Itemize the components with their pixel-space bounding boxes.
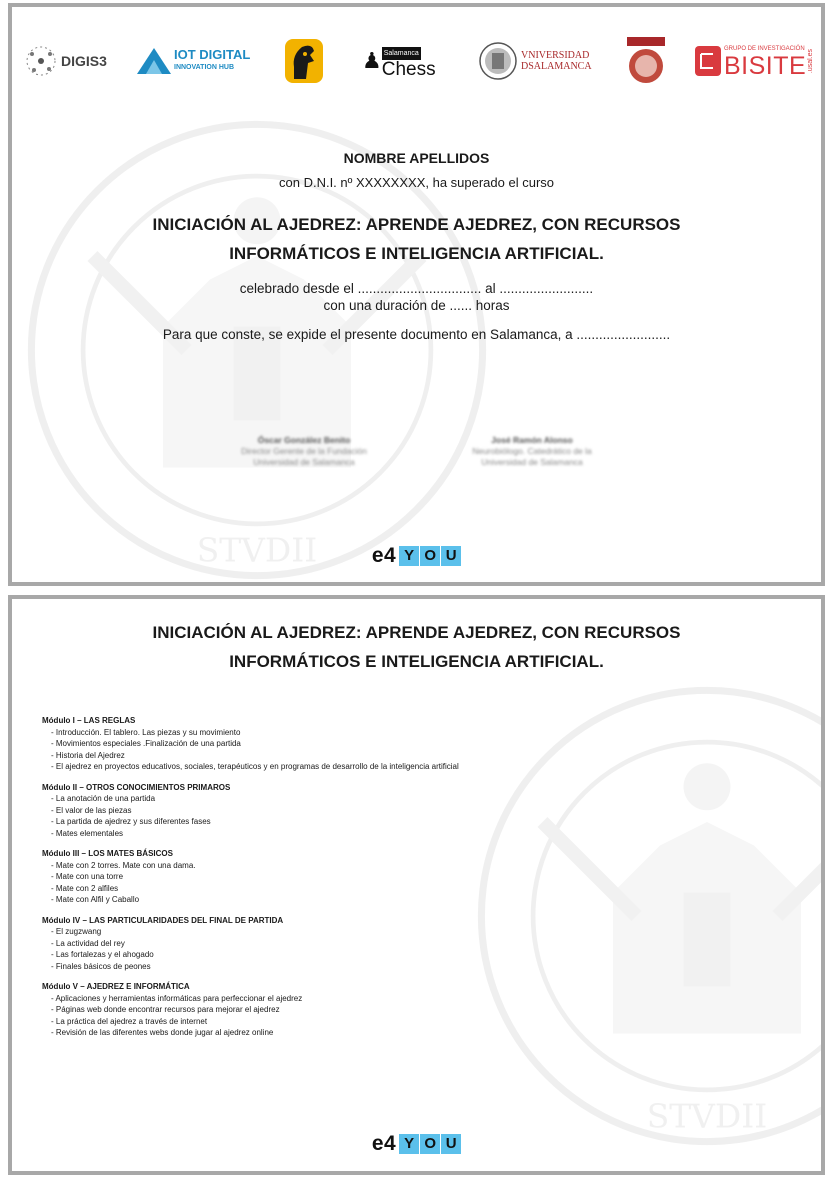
sponsor-logos [12,37,821,85]
list-item: - La partida de ajedrez y sus diferentes fases [51,817,211,826]
recipient-name: NOMBRE APELLIDOS [343,150,490,166]
you-y: Y [399,1134,419,1154]
bisite-mark-icon [695,46,721,76]
e4-text: e4 [371,544,397,567]
list-item: - Aplicaciones y herramientas informáticas para perfeccionar el ajedrez [51,993,303,1003]
module-5 [42,981,512,1039]
signature-1 [204,435,404,468]
iot-digital-logo [137,37,250,85]
usal-shield-icon [479,42,517,80]
list-item: - Mate con 2 torres. Mate con una dama. [51,860,196,870]
list-item: - Páginas web donde encontrar recursos para mejorar el ajedrez [51,1005,280,1014]
program-page [8,595,825,1175]
module-4-title: Módulo IV – LAS PARTICULARIDADES DEL FINAL DE PARTIDA [42,915,284,925]
fundacion-logo [626,37,666,85]
list-item: - Introducción. El tablero. Las piezas y su movimiento [51,727,241,737]
module-3 [42,848,512,906]
list-item: - Historia del Ajedrez [51,750,125,760]
signature-2 [432,435,632,468]
list-item: - El ajedrez en proyectos educativos, sociales, terapéuticos y en programas de desarrollo de la inteligencia artificial [51,762,459,771]
certificate-page [8,3,825,586]
bisite-main-text: BISITE [724,52,807,80]
module-list [42,715,512,1048]
duration-line: con una duración de ...... horas [323,298,510,313]
list-item: - Movimientos especiales .Finalización de una partida [51,739,241,748]
signature-2-name: José Ramón Alonso [491,435,573,445]
list-item: - La anotación de una partida [51,794,156,803]
dates-line: celebrado desde el ................................. al ......................... [239,281,594,296]
chess-knight-logo [284,37,324,85]
fundacion-seal-icon [626,37,666,85]
list-item: - Mate con 2 alfiles [51,883,119,893]
you-y: Y [399,546,419,566]
salamanca-chess-logo [362,37,436,85]
expedite-line: Para que conste, se expide el presente documento en Salamanca, a ......................... [162,327,671,342]
iot-triangle-icon [137,48,171,74]
signature-1-role-2: Universidad de Salamanca [253,457,355,467]
usal-line-1: VNIVERSIDAD [521,50,590,61]
e4you-logo [12,544,821,568]
svg-text:STVDII: STVDII [646,1096,768,1136]
bisite-side-text: .usal.es [807,48,815,74]
e4you-logo [12,1132,821,1156]
e4-text: e4 [371,1132,397,1155]
signature-2-role-1: Neurobiólogo. Catedrático de la [472,446,592,456]
list-item: - La práctica del ajedrez a través de internet [51,1016,208,1026]
usal-logo [479,37,592,85]
course-title-line-2: INFORMÁTICOS E INTELIGENCIA ARTIFICIAL. [229,244,604,263]
you-o: O [420,546,440,566]
digis3-logo [24,37,107,85]
list-item: - Mates elementales [51,828,124,838]
module-3-title: Módulo III – LOS MATES BÁSICOS [42,849,173,858]
module-2 [42,782,512,840]
you-o: O [420,1134,440,1154]
signature-2-role-2: Universidad de Salamanca [481,457,583,467]
program-title-line-2: INFORMÁTICOS E INTELIGENCIA ARTIFICIAL. [229,652,604,671]
you-u: U [441,546,461,566]
list-item: - Mate con una torre [51,872,124,881]
list-item: - La actividad del rey [51,938,125,948]
iot-main-text: IOT DIGITAL [174,47,251,62]
network-icon [24,44,58,78]
you-boxes [398,1134,461,1154]
bisite-top-text: GRUPO DE INVESTIGACIÓN [724,46,805,52]
course-title [12,210,821,268]
list-item: - Finales básicos de peones [51,961,151,971]
module-5-title: Módulo V – AJEDREZ E INFORMÁTICA [42,982,190,991]
course-title-line-1: INICIACIÓN AL AJEDREZ: APRENDE AJEDREZ, CON RECURSOS [152,215,681,234]
university-seal-watermark [472,681,825,1151]
list-item: - Mate con Alfil y Caballo [51,895,140,904]
you-u: U [441,1134,461,1154]
svg-text:STVDII: STVDII [196,530,318,570]
list-item: - Revisión de las diferentes webs donde jugar al ajedrez online [51,1028,274,1037]
module-2-title: Módulo II – OTROS CONOCIMIENTOS PRIMAROS [42,782,231,792]
chess-pawn-icon: ♟ [362,48,382,73]
usal-line-2: DSALAMANCA [521,61,592,72]
iot-sub-text: INNOVATION HUB [174,64,235,71]
program-title-line-1: INICIACIÓN AL AJEDREZ: APRENDE AJEDREZ, CON RECURSOS [152,623,681,642]
you-boxes [398,546,461,566]
bisite-logo [695,37,814,85]
chess-top-text: Salamanca [382,47,421,60]
signature-1-name: Óscar González Benito [257,435,351,445]
list-item: - El zugzwang [51,927,102,936]
module-1 [42,715,512,773]
program-title [12,618,821,676]
module-4 [42,915,512,973]
dates-block [12,280,821,314]
chess-main-text: Chess [381,58,436,80]
signature-1-role-1: Director Gerente de la Fundación [241,446,367,456]
dni-line: con D.N.I. nº XXXXXXXX, ha superado el curso [279,175,554,190]
list-item: - El valor de las piezas [51,805,132,815]
module-1-title: Módulo I – LAS REGLAS [42,716,136,725]
digis3-text: DIGIS3 [61,53,107,69]
list-item: - Las fortalezas y el ahogado [51,950,154,959]
knight-icon [284,37,324,85]
